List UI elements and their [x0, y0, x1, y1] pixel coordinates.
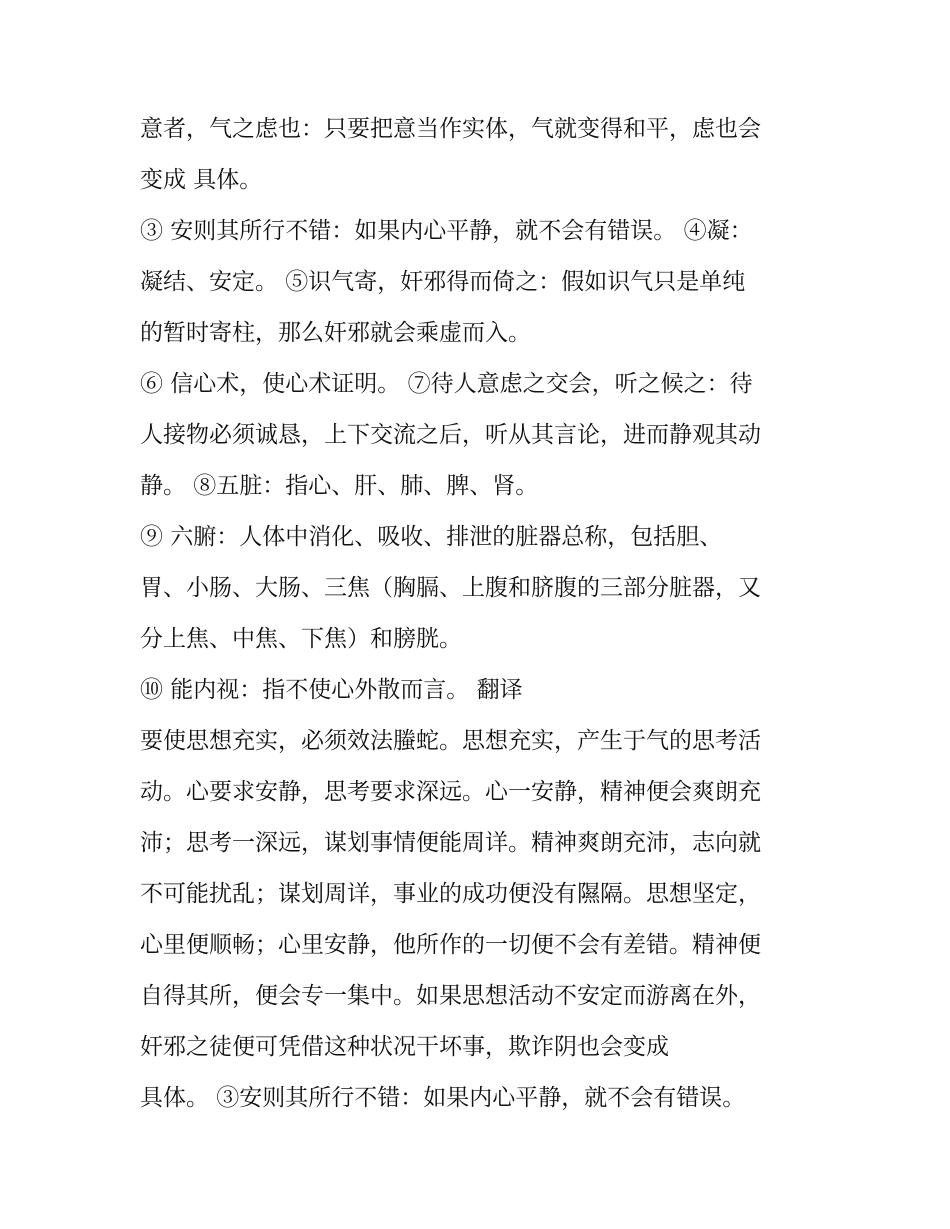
- text-line: ③ 安则其所行不错：如果内心平静，就不会有错误。 ④凝：: [140, 218, 753, 244]
- text-line: 自得其所，便会专一集中。如果思想活动不安定而游离在外，: [140, 983, 761, 1009]
- text-line: 具体。 ③安则其所行不错：如果内心平静，就不会有错误。: [140, 1085, 746, 1111]
- text-line: ⑩ 能内视：指不使心外散而言。 翻译: [140, 677, 523, 703]
- text-line: 要使思想充实，必须效法螣蛇。思想充实，产生于气的思考活: [140, 728, 761, 754]
- body-text: [140, 109, 830, 1129]
- text-line: 奸邪之徒便可凭借这种状况干坏事，欺诈阴也会变成: [140, 1034, 669, 1060]
- text-line: 动。心要求安静，思考要求深远。心一安静，精神便会爽朗充: [140, 779, 761, 805]
- text-line: 意者，气之虑也：只要把意当作实体，气就变得和平，虑也会: [140, 116, 761, 142]
- text-line: 静。 ⑧五脏：指心、肝、肺、脾、肾。: [140, 473, 539, 499]
- text-line: 心里便顺畅；心里安静，他所作的一切便不会有差错。精神便: [140, 932, 761, 958]
- text-line: ⑥ 信心术，使心术证明。 ⑦待人意虑之交会，听之候之：待: [140, 371, 753, 397]
- text-line: 凝结、安定。 ⑤识气寄，奸邪得而倚之：假如识气只是单纯: [140, 269, 746, 295]
- text-line: 人接物必须诚恳，上下交流之后，听从其言论，进而静观其动: [140, 422, 761, 448]
- text-line: 分上焦、中焦、下焦）和膀胱。: [140, 626, 462, 652]
- text-line: 胃、小肠、大肠、三焦（胸膈、上腹和脐腹的三部分脏器，又: [140, 575, 761, 601]
- text-line: ⑨ 六腑：人体中消化、吸收、排泄的脏器总称，包括胆、: [140, 524, 723, 550]
- text-line: 变成 具体。: [140, 167, 263, 193]
- text-line: 沛；思考一深远，谋划事情便能周详。精神爽朗充沛，志向就: [140, 830, 761, 856]
- text-line: 的暂时寄柱，那么奸邪就会乘虚而入。: [140, 320, 531, 346]
- text-line: 不可能扰乱；谋划周详，事业的成功便没有隰隔。思想坚定，: [140, 881, 761, 907]
